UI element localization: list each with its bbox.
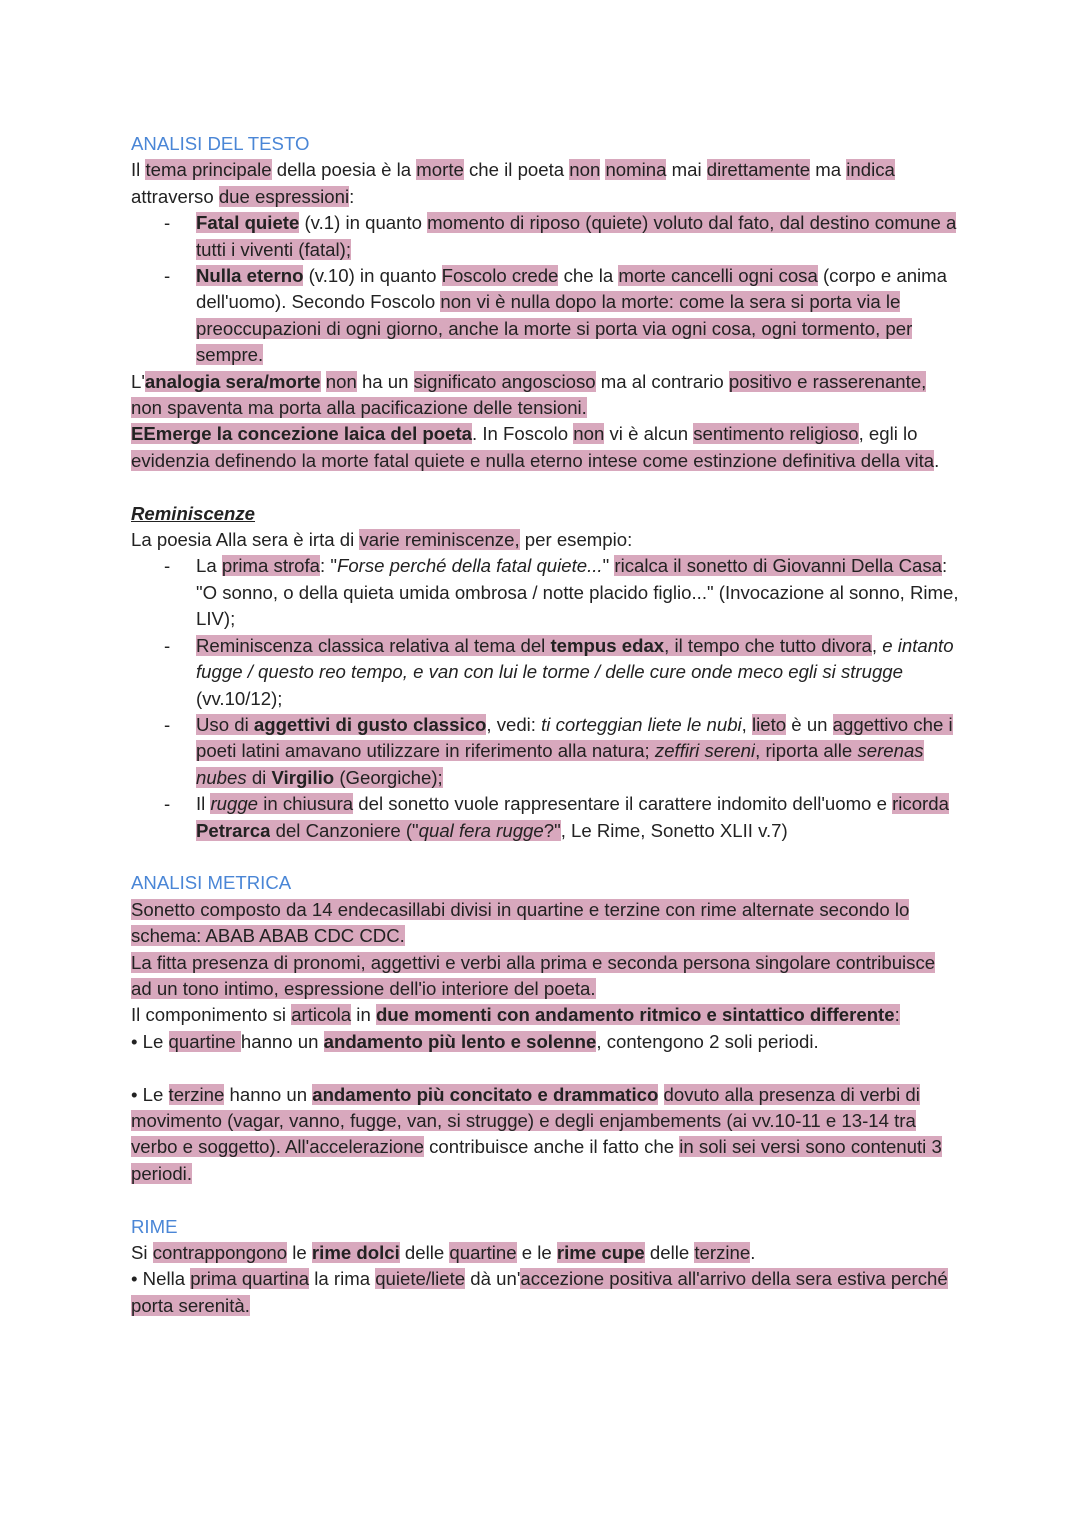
text-run: (vv.10/12); <box>196 687 283 709</box>
text-run: è un <box>786 713 833 735</box>
highlighted-text: riporta alle <box>760 740 858 762</box>
highlighted-text: La fitta presenza di pronomi, aggettivi e verbi alla prima e seconda persona singolare contribuisce ad un tono intimo, espressione dell'io interiore del poeta. <box>131 951 936 999</box>
list-item <box>131 791 960 844</box>
highlighted-text: morte <box>416 159 464 181</box>
list-item <box>131 633 960 712</box>
highlighted-text: Sonetto composto da 14 endecasillabi divisi in quartine e terzine con rime alternate secondo lo schema: ABAB ABAB CDC CDC. <box>131 898 910 947</box>
text-run: (v.1) in quanto <box>299 212 428 234</box>
highlighted-text: EEmerge la concezione laica del poeta <box>131 423 473 445</box>
highlighted-text: (Georgiche); <box>334 766 443 788</box>
text-run: Il <box>131 159 146 181</box>
bullet-dash: - <box>164 212 171 234</box>
text-run: L' <box>131 370 145 392</box>
paragraph <box>131 1240 960 1266</box>
text-run: del sonetto vuole rappresentare il carattere indomito dell'uomo e <box>353 793 893 815</box>
highlighted-text: evidenzia definendo la morte fatal quiete e nulla eterno intese come estinzione definitiva della vita <box>131 449 935 471</box>
highlighted-text: accezione positiva all'arrivo della sera estiva perché porta serenità. <box>131 1268 948 1316</box>
text-run: e intanto fugge / questo reo tempo, e van con lui le torme / delle cure onde meco egli si strugge <box>196 634 954 683</box>
highlighted-text: contrappongono <box>152 1242 288 1263</box>
paragraph <box>131 527 960 553</box>
text-run: • Le <box>131 1030 169 1052</box>
highlighted-text: lieto <box>752 713 787 735</box>
bullet-dash: - <box>164 793 171 815</box>
highlighted-text: andamento più lento e solenne <box>323 1030 597 1052</box>
text-run <box>321 371 326 392</box>
highlighted-text: di <box>246 766 272 788</box>
text-run: per esempio: <box>519 529 633 551</box>
text-run: : <box>349 185 355 207</box>
text-run: ma al contrario <box>595 370 729 392</box>
highlighted-text: Nulla eterno <box>196 265 304 287</box>
highlighted-text: varie reminiscenze, <box>359 529 520 551</box>
highlighted-text: Foscolo crede <box>441 265 559 287</box>
highlighted-text: ricalca il sonetto di Giovanni Della Casa <box>614 555 943 577</box>
text-run: . <box>750 1242 756 1263</box>
highlighted-text: Uso di <box>196 713 254 735</box>
highlighted-text: terzine <box>168 1083 225 1105</box>
highlighted-text: non vi è nulla dopo la morte: come la sera si porta via le preoccupazioni di ogni giorno, anche la morte si porta via ogni cosa, ogni tormento, per sempre. <box>196 291 913 366</box>
text-run: , <box>741 713 753 735</box>
heading-analisi-testo: ANALISI DEL TESTO <box>131 133 310 154</box>
highlighted-text: articola <box>291 1004 352 1026</box>
highlighted-text: prima quartina <box>190 1268 310 1290</box>
highlighted-text: tema principale <box>145 159 272 181</box>
text-run: . In Foscolo <box>472 423 574 445</box>
bullet-dash: - <box>164 634 171 656</box>
highlighted-text: Virgilio <box>271 766 335 788</box>
highlighted-text: Fatal quiete <box>196 212 300 234</box>
highlighted-text: andamento più concitato e drammatico <box>312 1083 659 1105</box>
highlighted-text: qual fera rugge <box>418 819 544 841</box>
highlighted-text: terzine <box>694 1242 751 1263</box>
highlighted-text: del Canzoniere (" <box>270 819 419 841</box>
text-run: • Nella <box>131 1268 191 1290</box>
highlighted-text: in chiusura <box>258 793 354 815</box>
text-run: , vedi: <box>486 713 542 735</box>
highlighted-text: momento di riposo (quiete) voluto dal fato, dal destino comune a tutti i viventi (fatal); <box>196 212 957 260</box>
text-run: in <box>351 1004 376 1026</box>
highlighted-text: analogia sera/morte <box>144 370 321 392</box>
highlighted-text: significato angoscioso <box>413 370 596 392</box>
highlighted-text: morte cancelli ogni cosa <box>618 265 818 287</box>
highlighted-text: rime cupe <box>556 1242 645 1263</box>
highlighted-text: non <box>569 159 601 181</box>
paragraph <box>131 421 960 474</box>
highlighted-text: Petrarca <box>196 819 271 841</box>
text-run: : "O sonno, o della quieta umida ombrosa / notte placido figlio..." (Invocazione al sonno, Rime, LIV); <box>196 555 959 630</box>
highlighted-text: rime dolci <box>311 1242 400 1263</box>
highlighted-text: aggettivo che i poeti latini amavano utilizzare in riferimento alla natura; <box>196 713 953 762</box>
list-item <box>131 553 960 632</box>
heading-reminiscenze: Reminiscenze <box>131 502 256 524</box>
highlighted-text: , <box>755 740 761 762</box>
text-run: contribuisce anche il fatto che <box>423 1136 680 1158</box>
highlighted-text: quartine <box>168 1030 241 1052</box>
list-item <box>131 210 960 263</box>
highlighted-text: aggettivi di gusto classico <box>253 713 487 735</box>
highlighted-text: quartine <box>449 1242 517 1263</box>
list-item <box>131 263 960 369</box>
text-run: ma <box>810 159 847 181</box>
highlighted-text: tempus edax <box>550 634 665 656</box>
text-run: Forse perché della fatal quiete... <box>336 555 603 577</box>
text-run: che il poeta <box>463 159 570 181</box>
paragraph <box>131 1082 960 1188</box>
highlighted-text: nomina <box>605 159 667 181</box>
paragraph <box>131 369 960 422</box>
text-run: (v.10) in quanto <box>303 265 442 287</box>
bullet-dash: - <box>164 265 171 287</box>
text-run: hanno un <box>240 1030 324 1052</box>
highlighted-text: positivo e rasserenante, non spaventa ma porta alla pacificazione delle tensioni. <box>131 370 927 419</box>
paragraph <box>131 1029 960 1055</box>
highlighted-text: indica <box>846 159 895 181</box>
text-run: hanno un <box>224 1083 313 1105</box>
paragraph <box>131 1266 960 1319</box>
highlighted-text: in soli sei versi sono contenuti 3 periodi. <box>131 1136 942 1184</box>
text-run: Si <box>131 1242 153 1263</box>
highlighted-text: due espressioni <box>218 185 350 207</box>
highlighted-text: dovuto alla presenza di verbi di movimento (vagar, vanno, fugge, van, si strugge) e degli enjambements (ai vv.10-11 e 13-14 tra verbo e soggetto). All'accelerazione <box>131 1083 920 1158</box>
text-run: della poesia è la <box>271 159 417 181</box>
text-run: la rima <box>309 1268 376 1290</box>
highlighted-text: ?" <box>543 819 561 841</box>
text-run: dà un' <box>465 1268 521 1290</box>
text-run: ti corteggian liete le nubi <box>541 713 742 735</box>
text-run: : " <box>320 555 337 577</box>
paragraph <box>131 157 960 210</box>
text-run: , Le Rime, Sonetto XLII v.7) <box>560 819 788 841</box>
text-run: le <box>287 1242 312 1263</box>
text-run: attraverso <box>131 185 219 207</box>
text-run <box>658 1084 663 1105</box>
highlighted-text: non <box>573 423 605 445</box>
paragraph <box>131 950 960 1003</box>
text-run: , <box>871 634 883 656</box>
text-run: " <box>602 555 615 577</box>
text-run: delle <box>644 1242 695 1263</box>
text-run: La <box>196 555 222 577</box>
highlighted-text: ricorda <box>892 793 949 815</box>
text-run: delle <box>399 1242 450 1263</box>
highlighted-text: : <box>894 1004 900 1026</box>
highlighted-text: , il tempo che tutto divora <box>664 634 872 656</box>
text-run: . <box>934 449 940 471</box>
bullet-dash: - <box>164 555 171 577</box>
text-run: ha un <box>356 370 414 392</box>
highlighted-text: due momenti con andamento ritmico e sintattico differente <box>375 1004 895 1026</box>
highlighted-text: direttamente <box>706 159 811 181</box>
text-run: La poesia Alla sera è irta di <box>131 529 360 551</box>
text-run: , egli lo <box>858 423 918 445</box>
heading-rime: RIME <box>131 1215 178 1237</box>
text-run: che la <box>558 265 619 287</box>
text-run: , contengono 2 soli periodi. <box>596 1030 819 1052</box>
highlighted-text: non <box>325 370 357 392</box>
text-run: (corpo e anima dell'uomo). Secondo Foscolo <box>196 265 948 313</box>
heading-analisi-metrica: ANALISI METRICA <box>131 872 292 894</box>
paragraph <box>131 1002 960 1028</box>
text-run: Il componimento si <box>131 1004 292 1026</box>
highlighted-text: Reminiscenza classica relativa al tema del <box>196 634 551 656</box>
bullet-dash: - <box>164 713 171 735</box>
highlighted-text: serenas nubes <box>196 740 924 788</box>
text-run: mai <box>666 159 707 181</box>
text-run: e le <box>516 1242 557 1263</box>
highlighted-text: rugge <box>210 793 259 815</box>
highlighted-text: quiete/liete <box>375 1268 466 1290</box>
text-run: Il <box>196 793 211 815</box>
highlighted-text: prima strofa <box>221 555 321 577</box>
list-item <box>131 712 960 791</box>
highlighted-text: sentimento religioso <box>693 423 859 445</box>
highlighted-text: zeffiri sereni <box>654 740 756 762</box>
text-run: vi è alcun <box>604 423 694 445</box>
paragraph <box>131 897 960 950</box>
text-run: • Le <box>131 1083 169 1105</box>
